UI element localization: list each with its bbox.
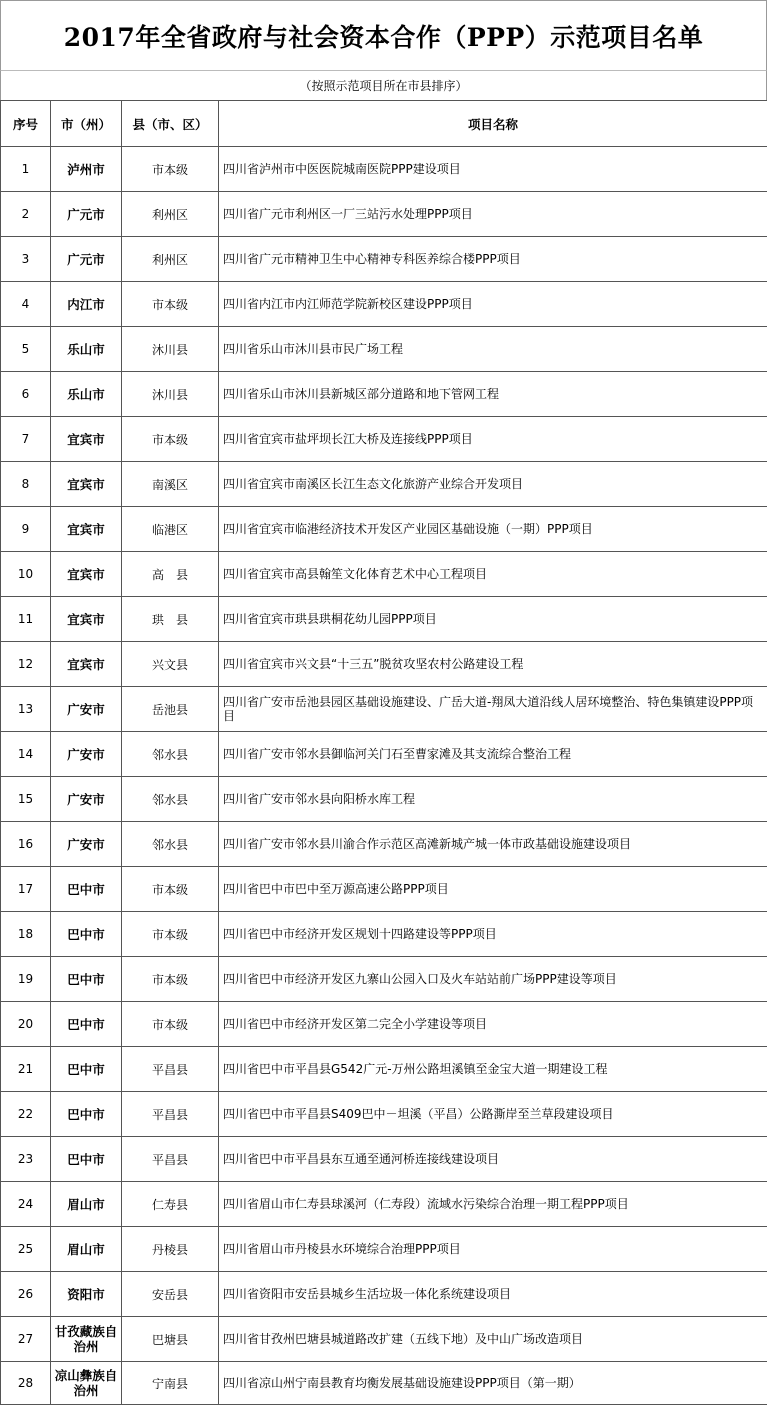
cell-city: 巴中市 [51, 957, 122, 1002]
cell-city: 眉山市 [51, 1182, 122, 1227]
table-row [1, 1272, 767, 1317]
cell-project: 四川省广元市精神卫生中心精神专科医养综合楼PPP项目 [219, 237, 767, 282]
table-row [1, 1182, 767, 1227]
cell-seq: 25 [1, 1227, 51, 1272]
cell-seq: 26 [1, 1272, 51, 1317]
cell-project: 四川省宜宾市高县翰笙文化体育艺术中心工程项目 [219, 552, 767, 597]
cell-city: 巴中市 [51, 1137, 122, 1182]
table-row [1, 777, 767, 822]
cell-seq: 11 [1, 597, 51, 642]
table-row [1, 192, 767, 237]
cell-seq: 23 [1, 1137, 51, 1182]
cell-seq: 18 [1, 912, 51, 957]
table-row [1, 1362, 767, 1405]
cell-city: 广元市 [51, 192, 122, 237]
cell-county: 利州区 [122, 192, 219, 237]
cell-county: 利州区 [122, 237, 219, 282]
cell-seq: 24 [1, 1182, 51, 1227]
cell-county: 邻水县 [122, 822, 219, 867]
cell-city: 广安市 [51, 777, 122, 822]
cell-city: 泸州市 [51, 147, 122, 192]
header-county: 县（市、区） [122, 101, 219, 147]
cell-project: 四川省广安市岳池县园区基础设施建设、广岳大道-翔凤大道沿线人居环境整治、特色集镇建设PPP项目 [219, 687, 767, 732]
cell-city: 广安市 [51, 822, 122, 867]
cell-county: 珙 县 [122, 597, 219, 642]
cell-city: 乐山市 [51, 327, 122, 372]
cell-city: 宜宾市 [51, 642, 122, 687]
cell-seq: 6 [1, 372, 51, 417]
cell-project: 四川省广元市利州区一厂三站污水处理PPP项目 [219, 192, 767, 237]
cell-city: 眉山市 [51, 1227, 122, 1272]
cell-project: 四川省广安市邻水县向阳桥水库工程 [219, 777, 767, 822]
cell-seq: 21 [1, 1047, 51, 1092]
cell-project: 四川省巴中市平昌县东互通至通河桥连接线建设项目 [219, 1137, 767, 1182]
cell-county: 市本级 [122, 147, 219, 192]
document-title: 2017年全省政府与社会资本合作（PPP）示范项目名单 [0, 0, 767, 70]
table-row [1, 867, 767, 912]
table-row [1, 912, 767, 957]
cell-county: 平昌县 [122, 1047, 219, 1092]
cell-county: 平昌县 [122, 1137, 219, 1182]
table-row [1, 417, 767, 462]
cell-seq: 16 [1, 822, 51, 867]
cell-project: 四川省巴中市经济开发区第二完全小学建设等项目 [219, 1002, 767, 1047]
cell-seq: 22 [1, 1092, 51, 1137]
header-seq: 序号 [1, 101, 51, 147]
cell-project: 四川省甘孜州巴塘县城道路改扩建（五线下地）及中山广场改造项目 [219, 1317, 767, 1362]
cell-city: 巴中市 [51, 912, 122, 957]
cell-project: 四川省泸州市中医医院城南医院PPP建设项目 [219, 147, 767, 192]
table-row [1, 732, 767, 777]
cell-seq: 5 [1, 327, 51, 372]
cell-city: 巴中市 [51, 867, 122, 912]
table-row [1, 1092, 767, 1137]
cell-county: 巴塘县 [122, 1317, 219, 1362]
cell-city: 巴中市 [51, 1092, 122, 1137]
cell-county: 邻水县 [122, 777, 219, 822]
cell-project: 四川省广安市邻水县川渝合作示范区高滩新城产城一体市政基础设施建设项目 [219, 822, 767, 867]
cell-project: 四川省乐山市沐川县新城区部分道路和地下管网工程 [219, 372, 767, 417]
document-subtitle: （按照示范项目所在市县排序） [0, 70, 767, 100]
cell-seq: 17 [1, 867, 51, 912]
cell-seq: 19 [1, 957, 51, 1002]
cell-county: 市本级 [122, 417, 219, 462]
cell-county: 沐川县 [122, 372, 219, 417]
cell-county: 岳池县 [122, 687, 219, 732]
cell-city: 宜宾市 [51, 507, 122, 552]
cell-project: 四川省宜宾市兴文县“十三五”脱贫攻坚农村公路建设工程 [219, 642, 767, 687]
cell-city: 宜宾市 [51, 417, 122, 462]
table-row [1, 462, 767, 507]
cell-city: 乐山市 [51, 372, 122, 417]
cell-city: 内江市 [51, 282, 122, 327]
table-row [1, 822, 767, 867]
header-city: 市（州） [51, 101, 122, 147]
cell-project: 四川省宜宾市盐坪坝长江大桥及连接线PPP项目 [219, 417, 767, 462]
cell-project: 四川省内江市内江师范学院新校区建设PPP项目 [219, 282, 767, 327]
cell-city: 广元市 [51, 237, 122, 282]
cell-seq: 2 [1, 192, 51, 237]
table-body [1, 147, 767, 1405]
cell-county: 市本级 [122, 282, 219, 327]
cell-county: 高 县 [122, 552, 219, 597]
table-row [1, 1317, 767, 1362]
cell-seq: 13 [1, 687, 51, 732]
table-row [1, 147, 767, 192]
cell-county: 丹棱县 [122, 1227, 219, 1272]
cell-seq: 8 [1, 462, 51, 507]
cell-seq: 20 [1, 1002, 51, 1047]
cell-project: 四川省广安市邻水县御临河关门石至曹家滩及其支流综合整治工程 [219, 732, 767, 777]
table-row [1, 237, 767, 282]
cell-county: 沐川县 [122, 327, 219, 372]
cell-seq: 3 [1, 237, 51, 282]
cell-project: 四川省巴中市经济开发区九寨山公园入口及火车站站前广场PPP建设等项目 [219, 957, 767, 1002]
cell-county: 邻水县 [122, 732, 219, 777]
table-row [1, 687, 767, 732]
cell-project: 四川省资阳市安岳县城乡生活垃圾一体化系统建设项目 [219, 1272, 767, 1317]
cell-project: 四川省宜宾市临港经济技术开发区产业园区基础设施（一期）PPP项目 [219, 507, 767, 552]
cell-city: 甘孜藏族自治州 [51, 1317, 122, 1362]
table-row [1, 1137, 767, 1182]
cell-county: 安岳县 [122, 1272, 219, 1317]
cell-seq: 12 [1, 642, 51, 687]
cell-seq: 4 [1, 282, 51, 327]
cell-seq: 15 [1, 777, 51, 822]
cell-seq: 7 [1, 417, 51, 462]
cell-city: 宜宾市 [51, 597, 122, 642]
cell-project: 四川省巴中市巴中至万源高速公路PPP项目 [219, 867, 767, 912]
cell-city: 凉山彝族自治州 [51, 1362, 122, 1405]
cell-county: 市本级 [122, 957, 219, 1002]
cell-city: 宜宾市 [51, 462, 122, 507]
table-row [1, 642, 767, 687]
header-project: 项目名称 [219, 101, 767, 147]
cell-seq: 28 [1, 1362, 51, 1405]
cell-city: 广安市 [51, 732, 122, 777]
cell-seq: 10 [1, 552, 51, 597]
cell-project: 四川省宜宾市珙县珙桐花幼儿园PPP项目 [219, 597, 767, 642]
cell-county: 市本级 [122, 867, 219, 912]
cell-project: 四川省眉山市仁寿县球溪河（仁寿段）流域水污染综合治理一期工程PPP项目 [219, 1182, 767, 1227]
table-row [1, 1047, 767, 1092]
cell-city: 广安市 [51, 687, 122, 732]
cell-project: 四川省凉山州宁南县教育均衡发展基础设施建设PPP项目（第一期） [219, 1362, 767, 1405]
cell-project: 四川省宜宾市南溪区长江生态文化旅游产业综合开发项目 [219, 462, 767, 507]
cell-city: 资阳市 [51, 1272, 122, 1317]
cell-seq: 27 [1, 1317, 51, 1362]
cell-project: 四川省巴中市平昌县S409巴中－坦溪（平昌）公路澌岸至兰草段建设项目 [219, 1092, 767, 1137]
cell-county: 市本级 [122, 1002, 219, 1047]
cell-county: 平昌县 [122, 1092, 219, 1137]
table-row [1, 507, 767, 552]
table-row [1, 372, 767, 417]
cell-project: 四川省眉山市丹棱县水环境综合治理PPP项目 [219, 1227, 767, 1272]
table-row [1, 1002, 767, 1047]
cell-county: 仁寿县 [122, 1182, 219, 1227]
cell-seq: 9 [1, 507, 51, 552]
cell-county: 市本级 [122, 912, 219, 957]
project-table [0, 100, 767, 1405]
cell-county: 临港区 [122, 507, 219, 552]
cell-project: 四川省巴中市经济开发区规划十四路建设等PPP项目 [219, 912, 767, 957]
cell-seq: 1 [1, 147, 51, 192]
table-row [1, 957, 767, 1002]
table-header-row [1, 101, 767, 147]
cell-city: 巴中市 [51, 1047, 122, 1092]
cell-county: 兴文县 [122, 642, 219, 687]
table-row [1, 1227, 767, 1272]
cell-city: 宜宾市 [51, 552, 122, 597]
cell-project: 四川省乐山市沐川县市民广场工程 [219, 327, 767, 372]
cell-seq: 14 [1, 732, 51, 777]
cell-city: 巴中市 [51, 1002, 122, 1047]
cell-project: 四川省巴中市平昌县G542广元-万州公路坦溪镇至金宝大道一期建设工程 [219, 1047, 767, 1092]
table-row [1, 597, 767, 642]
table-row [1, 327, 767, 372]
cell-county: 南溪区 [122, 462, 219, 507]
table-row [1, 282, 767, 327]
table-row [1, 552, 767, 597]
cell-county: 宁南县 [122, 1362, 219, 1405]
